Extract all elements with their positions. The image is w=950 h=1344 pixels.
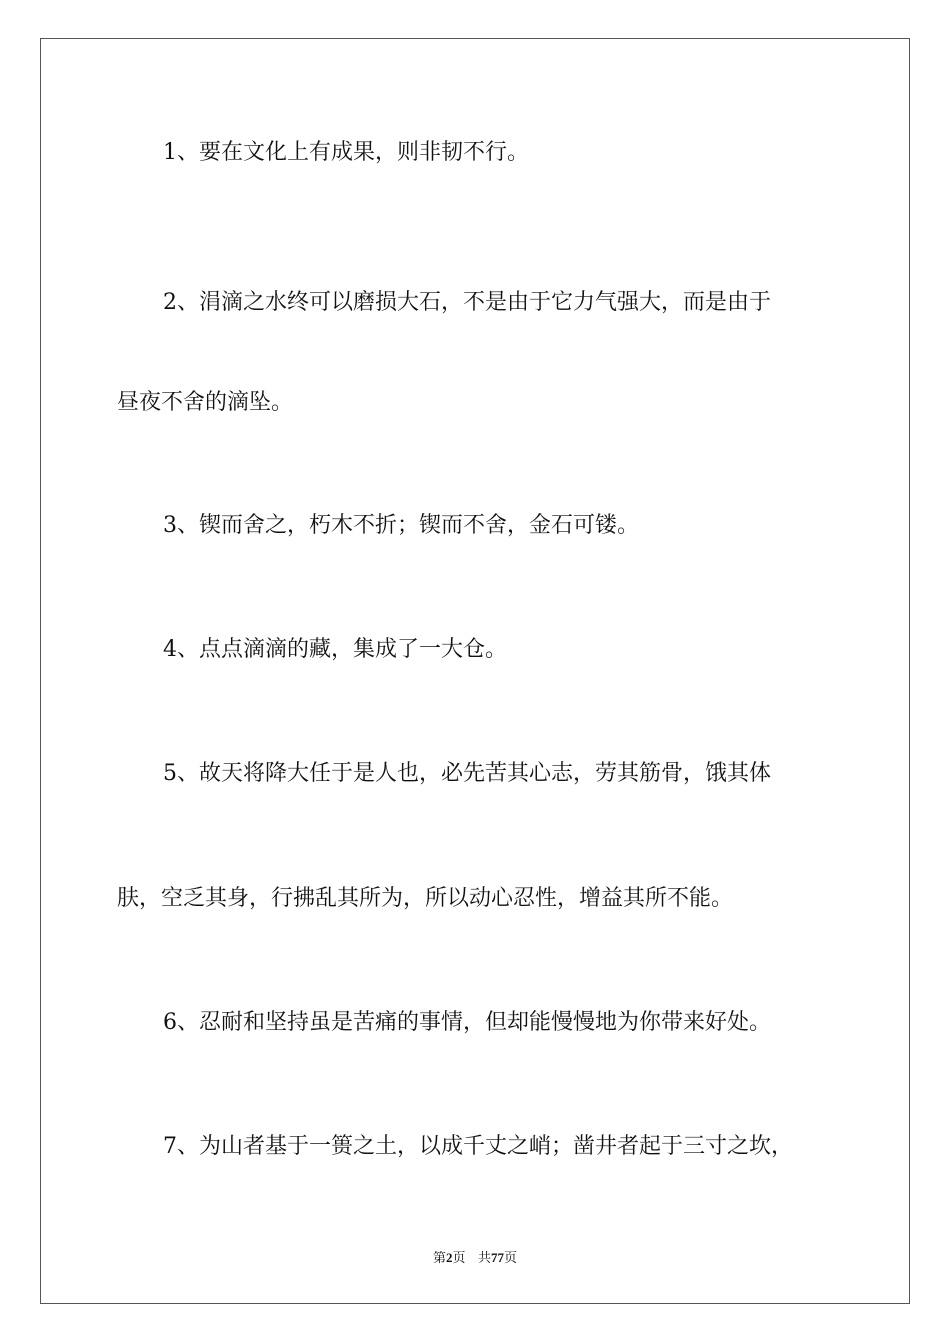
page-footer: [41, 1247, 909, 1266]
total-suffix: 页: [503, 1251, 517, 1266]
paragraph-2-line-1: 2、涓滴之水终可以磨损大石，不是由于它力气强大，而是由于: [163, 290, 771, 315]
paragraph-6: 6、忍耐和坚持虽是苦痛的事情，但却能慢慢地为你带来好处。: [163, 1010, 771, 1035]
paragraph-4: 4、点点滴滴的藏，集成了一大仓。: [163, 637, 507, 662]
paragraph-5-line-2: 肤，空乏其身，行拂乱其所为，所以动心忍性，增益其所不能。: [117, 886, 734, 911]
paragraph-1: 1、要在文化上有成果，则非韧不行。: [163, 140, 529, 165]
paragraph-3: 3、锲而舍之，朽木不折；锲而不舍，金石可镂。: [163, 513, 639, 538]
paragraph-2-line-2: 昼夜不舍的滴坠。: [117, 390, 294, 415]
total-pages: 77: [490, 1250, 504, 1265]
page-prefix: 第: [433, 1251, 447, 1266]
page-number: 2: [446, 1250, 453, 1265]
paragraph-5-line-1: 5、故天将降大任于是人也，必先苦其心志，劳其筋骨，饿其体: [163, 761, 771, 786]
document-page: [40, 38, 910, 1304]
page-suffix: 页: [452, 1251, 466, 1266]
paragraph-7-line-1: 7、为山者基于一篑之土，以成千丈之峭；凿井者起于三寸之坎，: [163, 1134, 793, 1159]
total-prefix: 共: [477, 1251, 491, 1266]
